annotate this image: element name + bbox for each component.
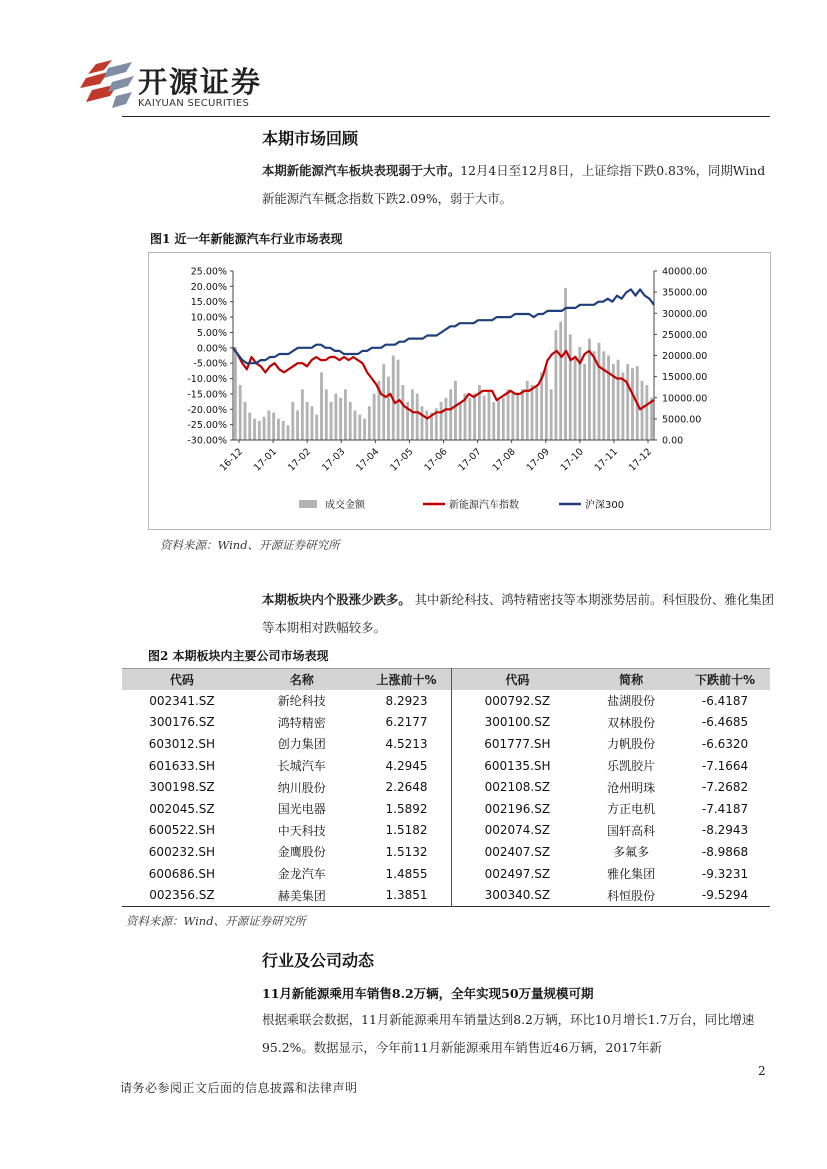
footer-disclaimer: 请务必参阅正文后面的信息披露和法律声明 — [120, 1081, 358, 1095]
stock-code: 002108.SZ — [484, 780, 551, 795]
volume-bar — [334, 394, 337, 440]
x-tick-label: 17-03 — [320, 446, 348, 474]
left-tick-label: 20.00% — [190, 281, 227, 293]
stock-code: 300100.SZ — [484, 715, 551, 730]
fall-pct: -7.2682 — [701, 780, 749, 795]
stock-name: 沧州明珠 — [607, 780, 656, 795]
x-tick-label: 17-07 — [456, 446, 484, 474]
volume-bar — [545, 368, 548, 440]
stock-name: 盐湖股份 — [607, 694, 656, 709]
volume-bar — [363, 419, 366, 440]
table-row — [122, 863, 770, 885]
volume-bar — [277, 419, 280, 440]
stock-performance-table — [122, 668, 770, 907]
volume-bar — [564, 288, 567, 440]
stock-name: 长城汽车 — [277, 759, 326, 774]
x-tick-label: 16-12 — [217, 446, 246, 474]
right-tick-label: 15000.00 — [662, 372, 708, 384]
volume-bar — [373, 394, 376, 440]
volume-bar — [411, 389, 414, 440]
market-performance-chart — [149, 253, 770, 529]
volume-bar — [550, 389, 553, 440]
stock-code: 002341.SZ — [149, 693, 215, 708]
volume-bar — [574, 356, 577, 441]
volume-bar — [593, 351, 596, 440]
volume-bar — [507, 389, 510, 440]
volume-bar — [368, 406, 371, 440]
volume-bar — [267, 410, 270, 440]
volume-bar — [531, 385, 534, 440]
volume-bar — [291, 402, 294, 440]
left-tick-label: -10.00% — [187, 374, 227, 386]
stock-code: 600135.SH — [484, 758, 551, 773]
stock-code: 002045.SZ — [149, 801, 215, 816]
volume-bar — [617, 360, 620, 440]
volume-bar — [315, 415, 318, 440]
col-header-name-up: 名称 — [242, 669, 362, 691]
stock-name: 雅化集团 — [607, 867, 656, 882]
table-header-row — [122, 669, 770, 691]
legend-label: 新能源汽车指数 — [449, 500, 519, 511]
x-tick-label: 17-06 — [422, 446, 450, 474]
x-tick-label: 17-08 — [490, 446, 518, 474]
stock-name: 乐凯胶片 — [607, 759, 656, 774]
volume-bar — [349, 402, 352, 440]
volume-bar — [248, 413, 251, 440]
left-tick-label: -25.00% — [187, 420, 227, 432]
right-tick-label: 20000.00 — [662, 351, 708, 362]
rise-pct: 1.5182 — [362, 820, 452, 842]
table-row — [122, 712, 770, 734]
volume-bar — [421, 406, 424, 440]
right-tick-label: 40000.00 — [662, 266, 708, 278]
stock-code: 002356.SZ — [122, 884, 242, 906]
fall-pct: -8.9868 — [701, 844, 749, 859]
volume-bar — [440, 402, 443, 440]
col-header-code-down: 代码 — [452, 669, 582, 691]
stock-code: 603012.SH — [148, 736, 216, 751]
volume-bar — [320, 372, 323, 440]
volume-bar — [344, 389, 347, 440]
legend-label: 沪深300 — [585, 500, 625, 511]
page-number: 2 — [758, 1064, 766, 1078]
logo-text-en: KAIYUAN SECURITIES — [138, 98, 250, 109]
stock-name: 国光电器 — [277, 802, 326, 817]
volume-bar — [282, 421, 285, 440]
rise-pct: 1.3851 — [362, 884, 452, 906]
volume-bar — [306, 402, 309, 440]
rise-pct: 4.5213 — [362, 733, 452, 755]
volume-bar — [244, 402, 247, 440]
section2-paragraph — [262, 586, 774, 642]
stock-name: 国轩高科 — [607, 823, 656, 838]
fall-pct: -9.3231 — [701, 866, 749, 881]
volume-bar — [296, 410, 299, 440]
volume-bar — [325, 389, 328, 440]
section1-lead-text: 12月4日至12月8日，上证综指下跌0.83%，同期Wind新能源汽车概念指数下跌2.09%，弱于大市。 — [262, 163, 766, 206]
stock-code: 000792.SZ — [484, 693, 551, 708]
chart-axes — [187, 267, 707, 474]
x-tick-label: 17-02 — [285, 446, 314, 474]
col-header-rise: 上涨前十% — [362, 669, 452, 691]
volume-bar — [287, 425, 290, 440]
volume-bar — [258, 421, 261, 440]
volume-bar — [311, 406, 314, 440]
stock-code: 600522.SH — [148, 823, 216, 838]
table-row — [122, 820, 770, 842]
stock-name: 多氟多 — [613, 845, 650, 860]
volume-bar — [621, 372, 624, 440]
volume-bar — [239, 385, 242, 440]
left-tick-label: 5.00% — [196, 327, 227, 339]
volume-bar — [483, 396, 486, 440]
x-tick-label: 17-05 — [388, 446, 416, 474]
stock-name: 双林股份 — [607, 715, 656, 730]
volume-bar — [626, 364, 629, 440]
section1-lead-bold: 本期新能源汽车板块表现弱于大市。 — [262, 163, 461, 178]
volume-bar — [301, 389, 304, 440]
left-tick-label: -30.00% — [187, 435, 227, 447]
legend-swatch-volume — [299, 500, 317, 508]
left-tick-label: -5.00% — [193, 358, 227, 370]
logo-icon — [78, 60, 134, 110]
section2-lead-text: 其中新纶科技、鸿特精密技等本期涨势居前。科恒股份、雅化集团等本期相对跌幅较多。 — [262, 592, 774, 635]
fall-pct: -6.4187 — [701, 693, 749, 708]
volume-bar — [459, 402, 462, 440]
left-tick-label: 25.00% — [190, 266, 227, 278]
rise-pct: 2.2648 — [362, 776, 452, 798]
rise-pct: 8.2923 — [362, 690, 452, 712]
right-tick-label: 35000.00 — [662, 287, 708, 299]
table-row — [122, 884, 770, 906]
volume-bar — [521, 389, 524, 440]
volume-bar — [444, 398, 447, 440]
volume-bar — [631, 368, 634, 440]
rise-pct: 1.5892 — [362, 798, 452, 820]
x-tick-label: 17-09 — [524, 446, 552, 474]
stock-name: 新纶科技 — [277, 694, 326, 709]
stock-code: 600686.SH — [148, 866, 216, 881]
table-row — [122, 841, 770, 863]
stock-name: 科恒股份 — [582, 884, 680, 906]
right-tick-label: 10000.00 — [662, 393, 708, 405]
stock-name: 方正电机 — [607, 802, 656, 817]
volume-bar — [330, 402, 333, 440]
rise-pct: 6.2177 — [362, 712, 452, 734]
right-tick-label: 5000.00 — [662, 414, 702, 426]
logo-text-cn: 开源证券 — [138, 65, 263, 99]
figure2-title: 图2 本期板块内主要公司市场表现 — [148, 649, 329, 663]
fall-pct: -9.5294 — [680, 884, 770, 906]
volume-bar — [234, 347, 237, 440]
stock-name: 金龙汽车 — [277, 867, 326, 882]
volume-bar — [641, 381, 644, 440]
news-title: 11月新能源乘用车销售8.2万辆，全年实现50万量规模可期 — [262, 986, 594, 1001]
stock-name: 赫美集团 — [242, 884, 362, 906]
stock-name: 金鹰股份 — [277, 845, 326, 860]
volume-bar — [502, 398, 505, 440]
table-row — [122, 733, 770, 755]
volume-bar — [449, 389, 452, 440]
volume-bar — [497, 400, 500, 440]
volume-bar — [425, 410, 428, 440]
col-header-name-down: 简称 — [582, 669, 680, 691]
x-tick-label: 17-12 — [626, 446, 655, 474]
stock-code: 002196.SZ — [484, 801, 551, 816]
figure1-source: 资料来源：Wind、开源证券研究所 — [160, 538, 340, 552]
right-tick-label: 30000.00 — [662, 308, 708, 320]
volume-bar — [339, 398, 342, 440]
right-tick-label: 25000.00 — [662, 329, 708, 341]
stock-code: 002074.SZ — [484, 823, 551, 838]
volume-bar — [454, 381, 457, 440]
chart-legend — [299, 498, 624, 511]
left-tick-label: 10.00% — [190, 312, 227, 324]
news-paragraph: 根据乘联会数据，11月新能源乘用车销量达到8.2万辆，环比10月增长1.7万台，同比增速95.2%。数据显示，今年前11月新能源乘用车销售近46万辆，2017年新 — [262, 1012, 755, 1055]
x-tick-label: 17-10 — [558, 446, 586, 474]
left-tick-label: 0.00% — [196, 343, 227, 355]
volume-bar — [516, 394, 519, 440]
right-tick-label: 0.00 — [662, 435, 684, 447]
table-row — [122, 690, 770, 712]
volume-bar — [598, 343, 601, 440]
stock-name: 鸿特精密 — [277, 715, 326, 730]
col-header-code-up: 代码 — [122, 669, 242, 691]
stock-code: 600232.SH — [148, 844, 216, 859]
stock-code: 002407.SZ — [484, 844, 551, 859]
col-header-fall: 下跌前十% — [680, 669, 770, 691]
volume-bar — [263, 417, 266, 440]
fall-pct: -7.1664 — [701, 758, 749, 773]
volume-bar — [492, 402, 495, 440]
table-row — [122, 798, 770, 820]
chart-container — [148, 252, 771, 530]
stock-name: 创力集团 — [277, 737, 326, 752]
x-tick-label: 17-01 — [251, 446, 280, 474]
volume-bar — [607, 356, 610, 441]
table-row — [122, 776, 770, 798]
volume-bar — [559, 322, 562, 440]
stock-name: 纳川股份 — [277, 780, 326, 795]
section2-lead-bold: 本期板块内个股涨少跌多。 — [262, 592, 411, 607]
x-tick-label: 17-11 — [592, 446, 621, 474]
stock-code: 300340.SZ — [452, 884, 582, 906]
stock-code: 002497.SZ — [484, 866, 551, 881]
volume-bar — [358, 415, 361, 440]
volume-bar — [354, 410, 357, 440]
volume-bar — [401, 385, 404, 440]
left-tick-label: -20.00% — [187, 404, 227, 416]
rise-pct: 1.5132 — [362, 841, 452, 863]
volume-bar — [387, 377, 390, 440]
volume-bar — [468, 398, 471, 440]
stock-name: 力帆股份 — [607, 737, 656, 752]
volume-bar — [488, 391, 491, 440]
volume-bar — [569, 334, 572, 440]
stock-code: 601633.SH — [148, 758, 216, 773]
legend-label: 成交金额 — [325, 500, 365, 511]
fall-pct: -6.6320 — [701, 736, 749, 751]
stock-name: 中天科技 — [277, 823, 326, 838]
rise-pct: 4.2945 — [362, 755, 452, 777]
volume-bar — [650, 398, 653, 440]
volume-bar — [511, 394, 514, 440]
fall-pct: -7.4187 — [701, 801, 749, 816]
section-title-industry-news: 行业及公司动态 — [262, 951, 375, 970]
volume-bar — [382, 364, 385, 440]
table-row — [122, 755, 770, 777]
figure2-source: 资料来源：Wind、开源证券研究所 — [126, 914, 306, 928]
volume-bar — [473, 394, 476, 440]
volume-bar — [645, 385, 648, 440]
figure1-title: 图1 近一年新能源汽车行业市场表现 — [150, 232, 343, 246]
fall-pct: -8.2943 — [701, 823, 749, 838]
left-tick-label: -15.00% — [187, 389, 227, 401]
rise-pct: 1.4855 — [362, 863, 452, 885]
fall-pct: -6.4685 — [701, 715, 749, 730]
volume-bar — [554, 330, 557, 440]
header-divider — [122, 116, 770, 117]
section-title-market-review: 本期市场回顾 — [262, 129, 359, 148]
volume-bar — [535, 385, 538, 440]
stock-code: 300176.SZ — [149, 715, 215, 730]
stock-code: 601777.SH — [484, 736, 551, 751]
volume-bar — [272, 413, 275, 440]
volume-bar — [253, 419, 256, 440]
section1-paragraph — [262, 157, 774, 213]
x-tick-label: 17-04 — [354, 446, 382, 474]
stock-code: 300198.SZ — [149, 780, 215, 795]
volume-bar — [416, 394, 419, 440]
volume-bar — [602, 351, 605, 440]
left-tick-label: 15.00% — [190, 297, 227, 309]
volume-bar — [583, 364, 586, 440]
